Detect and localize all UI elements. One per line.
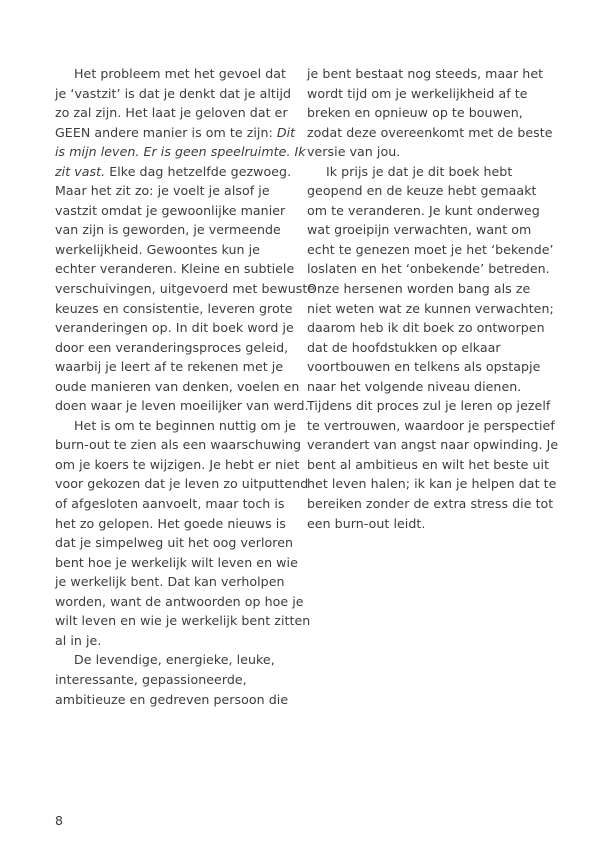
text-line: loslaten en het ‘onbekende’ betreden. bbox=[307, 261, 550, 277]
text-line: dat je simpelweg uit het oog verloren bbox=[55, 535, 294, 551]
text-line: door een veranderingsproces geleid, bbox=[55, 339, 289, 355]
text-line: je werkelijk bent. Dat kan verholpen bbox=[55, 574, 285, 590]
text-line: waarbij je leert af te rekenen met je bbox=[55, 359, 284, 375]
page-number: 8 bbox=[55, 813, 63, 828]
text-line: worden, want de antwoorden op hoe je bbox=[55, 593, 304, 609]
text-line: voor gekozen dat je leven zo uitputtend bbox=[55, 476, 309, 492]
text-line: of afgesloten aanvoelt, maar toch is bbox=[55, 496, 285, 512]
text-line: geopend en de keuze hebt gemaakt bbox=[307, 183, 537, 199]
text-line: burn-out te zien als een waarschuwing bbox=[55, 437, 302, 453]
text-line: van zijn is geworden, je vermeende bbox=[55, 222, 281, 238]
left-text-column bbox=[55, 64, 316, 709]
text-line: veranderingen op. In dit boek word je bbox=[55, 320, 294, 336]
text-line: Het is om te beginnen nuttig om je bbox=[74, 417, 297, 433]
text-line: wordt tijd om je werkelijkheid af te bbox=[307, 85, 528, 101]
text-line: zit vast. Elke dag hetzelfde gezwoeg. bbox=[55, 163, 292, 179]
text-line: het zo gelopen. Het goede nieuws is bbox=[55, 515, 286, 531]
text-line: vastzit omdat je gewoonlijke manier bbox=[55, 202, 286, 218]
right-text-column bbox=[307, 64, 559, 533]
text-line: Ik prijs je dat je dit boek hebt bbox=[326, 163, 513, 179]
text-line: interessante, gepassioneerde, bbox=[55, 671, 247, 687]
text-line: je ‘vastzit’ is dat je denkt dat je altijd bbox=[55, 85, 292, 101]
text-line: al in je. bbox=[55, 632, 102, 648]
text-line: oude manieren van denken, voelen en bbox=[55, 378, 300, 394]
text-line: wilt leven en wie je werkelijk bent zitten bbox=[55, 613, 311, 629]
text-line: wat groeipijn verwachten, want om bbox=[307, 222, 532, 238]
text-line: is mijn leven. Er is geen speelruimte. Ik bbox=[55, 144, 306, 160]
text-line: om te veranderen. Je kunt onderweg bbox=[307, 202, 540, 218]
text-line: De levendige, energieke, leuke, bbox=[74, 652, 275, 668]
text-line: om je koers te wijzigen. Je hebt er niet bbox=[55, 456, 300, 472]
text-line: Tijdens dit proces zul je leren op jezelf bbox=[307, 398, 551, 414]
text-line: bent al ambitieus en wilt het beste uit bbox=[307, 456, 550, 472]
text-line: ambitieuze en gedreven persoon die bbox=[55, 691, 289, 707]
text-line: daarom heb ik dit boek zo ontworpen bbox=[307, 320, 545, 336]
text-line: Onze hersenen worden bang als ze bbox=[307, 281, 531, 297]
text-line: dat de hoofdstukken op elkaar bbox=[307, 339, 501, 355]
text-line: versie van jou. bbox=[307, 144, 401, 160]
text-line: zodat deze overeenkomt met de beste bbox=[307, 124, 553, 140]
text-line: breken en opnieuw op te bouwen, bbox=[307, 105, 523, 121]
text-line: verschuivingen, uitgevoerd met bewuste bbox=[55, 281, 316, 297]
text-line: doen waar je leven moeilijker van werd. bbox=[55, 398, 309, 414]
text-line: te vertrouwen, waardoor je perspectief bbox=[307, 417, 555, 433]
text-line: bent hoe je werkelijk wilt leven en wie bbox=[55, 554, 298, 570]
text-line: GEEN andere manier is om te zijn: Dit bbox=[55, 124, 296, 140]
text-line: niet weten wat ze kunnen verwachten; bbox=[307, 300, 554, 316]
text-line: voortbouwen en telkens als opstapje bbox=[307, 359, 541, 375]
text-line: je bent bestaat nog steeds, maar het bbox=[307, 66, 544, 81]
text-line: echt te genezen moet je het ‘bekende’ bbox=[307, 241, 554, 257]
text-line: Het probleem met het gevoel dat bbox=[74, 66, 286, 81]
text-line: verandert van angst naar opwinding. Je bbox=[307, 437, 559, 453]
text-line: Maar het zit zo: je voelt je alsof je bbox=[55, 183, 270, 199]
text-line: een burn-out leidt. bbox=[307, 515, 426, 531]
text-line: zo zal zijn. Het laat je geloven dat er bbox=[55, 105, 288, 121]
text-line: naar het volgende niveau dienen. bbox=[307, 378, 522, 394]
text-line: bereiken zonder de extra stress die tot bbox=[307, 496, 554, 512]
text-line: keuzes en consistentie, leveren grote bbox=[55, 300, 293, 316]
text-line: echter veranderen. Kleine en subtiele bbox=[55, 261, 295, 277]
text-line: het leven halen; ik kan je helpen dat te bbox=[307, 476, 557, 492]
text-line: werkelijkheid. Gewoontes kun je bbox=[55, 241, 260, 257]
